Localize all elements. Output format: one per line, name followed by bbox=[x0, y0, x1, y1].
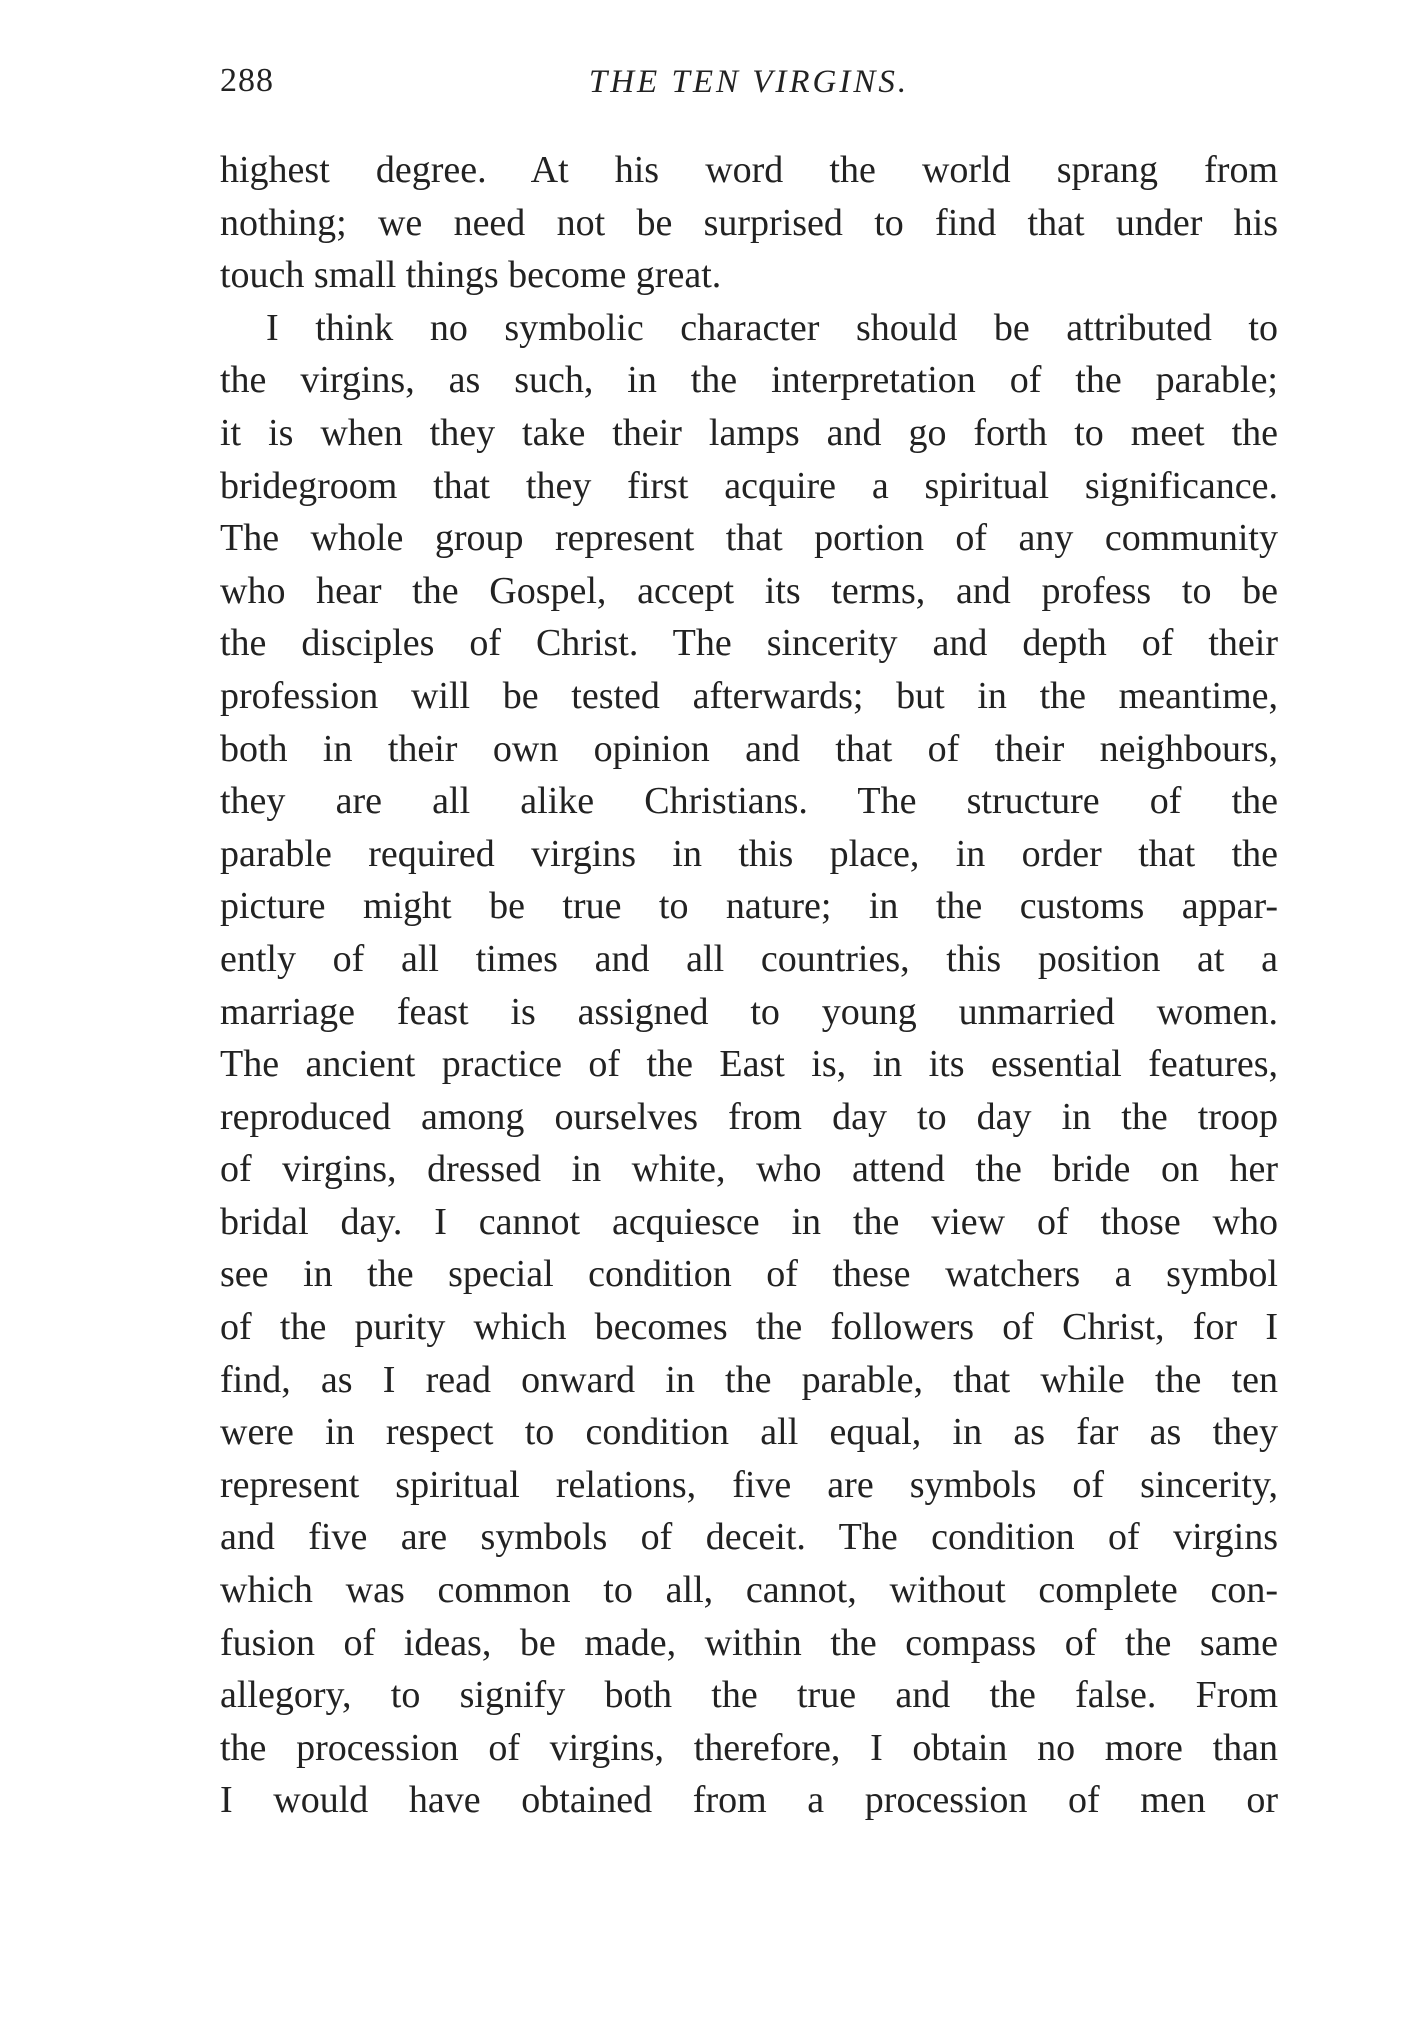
text-line: marriage feast is assigned to young unmarried women. bbox=[220, 990, 1278, 1033]
text-line: picture might be true to nature; in the customs appar- bbox=[220, 885, 1278, 928]
text-line: highest degree. At his word the world sprang from bbox=[220, 149, 1278, 191]
text-line: allegory, to signify both the true and the false. From bbox=[220, 1674, 1278, 1717]
text-line: ently of all times and all countries, this position at a bbox=[220, 937, 1278, 980]
text-line: represent spiritual relations, five are symbols of sincerity, bbox=[220, 1463, 1278, 1506]
text-line: the disciples of Christ. The sincerity and depth of their bbox=[220, 622, 1278, 665]
text-line: were in respect to condition all equal, in as far as they bbox=[220, 1411, 1278, 1454]
text-line: of the purity which becomes the followers of Christ, for I bbox=[220, 1306, 1278, 1349]
page-number: 288 bbox=[220, 62, 274, 99]
text-line: the procession of virgins, therefore, I obtain no more than bbox=[220, 1726, 1278, 1769]
text-line: find, as I read onward in the parable, that while the ten bbox=[220, 1358, 1278, 1401]
text-line: touch small things become great. bbox=[220, 254, 722, 297]
text-line: see in the special condition of these watchers a symbol bbox=[220, 1253, 1278, 1296]
text-line: they are all alike Christians. The structure of the bbox=[220, 780, 1278, 823]
text-line: I would have obtained from a procession of men or bbox=[220, 1779, 1278, 1822]
text-line: and five are symbols of deceit. The condition of virgins bbox=[220, 1516, 1278, 1559]
text-line: the virgins, as such, in the interpretation of the parable; bbox=[220, 359, 1278, 402]
text-line: of virgins, dressed in white, who attend the bride on her bbox=[220, 1148, 1278, 1191]
text-line: which was common to all, cannot, without complete con- bbox=[220, 1569, 1278, 1612]
text-line: The ancient practice of the East is, in its essential features, bbox=[220, 1043, 1278, 1086]
text-line: bridal day. I cannot acquiesce in the view of those who bbox=[220, 1200, 1278, 1243]
text-line: The whole group represent that portion of any community bbox=[220, 517, 1278, 560]
running-title: THE TEN VIRGINS. bbox=[588, 64, 910, 100]
text-line: I think no symbolic character should be attributed to bbox=[266, 306, 1278, 349]
text-line: fusion of ideas, be made, within the compass of the same bbox=[220, 1621, 1278, 1664]
text-line: bridegroom that they first acquire a spiritual significance. bbox=[220, 464, 1278, 507]
text-line: it is when they take their lamps and go forth to meet the bbox=[220, 411, 1278, 454]
running-head bbox=[220, 62, 1278, 112]
text-line: both in their own opinion and that of their neighbours, bbox=[220, 727, 1278, 770]
text-line: profession will be tested afterwards; but in the meantime, bbox=[220, 674, 1278, 717]
text-line: parable required virgins in this place, in order that the bbox=[220, 832, 1278, 875]
text-line: who hear the Gospel, accept its terms, and profess to be bbox=[220, 569, 1278, 612]
text-line: nothing; we need not be surprised to find that under his bbox=[220, 201, 1278, 244]
text-line: reproduced among ourselves from day to day in the troop bbox=[220, 1095, 1278, 1138]
body-text bbox=[220, 144, 1278, 1827]
